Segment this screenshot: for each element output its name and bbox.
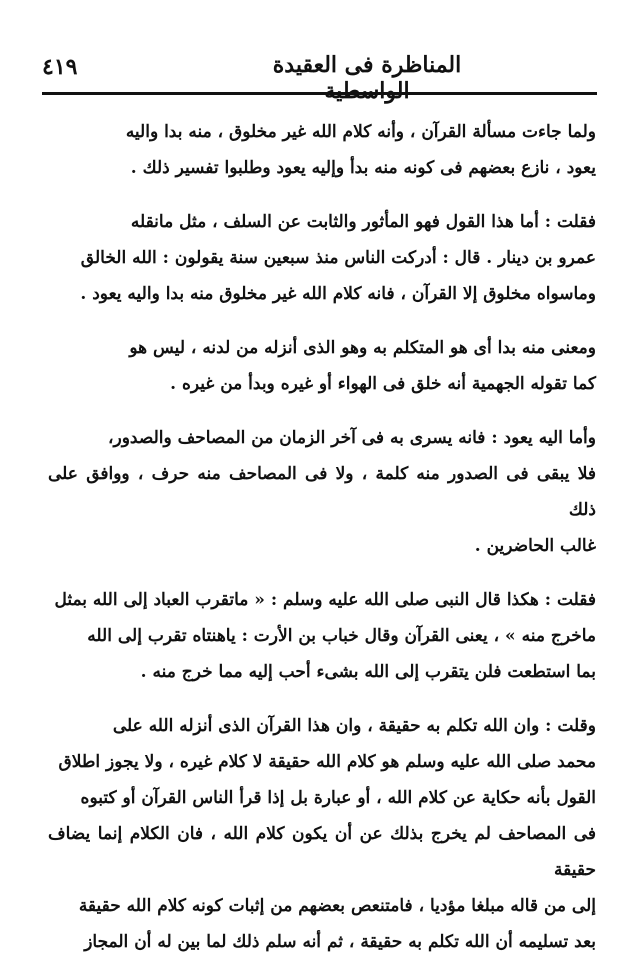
text-line: بما استطعت فلن يتقرب إلى الله بشىء أحب إليه مما خرج منه .: [140, 662, 596, 682]
text-line: إلى من قاله مبلغا مؤديا ، فامتنعص بعضهم من إثبات كونه كلام الله حقيقة: [78, 896, 596, 916]
text-line: كما تقوله الجهمية أنه خلق فى الهواء أو غيره وبدأ من غيره .: [170, 374, 596, 394]
text-line: القول بأنه حكاية عن كلام الله ، أو عبارة بل إذا قرأ الناس القرآن أو كتبوه: [80, 788, 596, 808]
body-text: [48, 114, 596, 978]
text-line: ماخرج منه » ، يعنى القرآن وقال خباب بن الأرت : ياهنتاه تقرب إلى الله: [87, 626, 596, 646]
paragraph: [48, 330, 596, 402]
paragraph: [48, 204, 596, 312]
header-rule: [42, 92, 597, 95]
text-line: فلا يبقى فى الصدور منه كلمة ، ولا فى المصاحف منه حرف ، ووافق على ذلك: [48, 464, 596, 520]
paragraph: [48, 420, 596, 564]
text-line: يعود ، نازع بعضهم فى كونه منه بدأ وإليه يعود وطلبوا تفسير ذلك .: [130, 158, 596, 178]
page-header: [42, 50, 597, 104]
text-line: بعد تسليمه أن الله تكلم به حقيقة ، ثم أنه سلم ذلك لما بين له أن المجاز: [84, 932, 596, 952]
paragraph: [48, 708, 596, 960]
text-line: وماسواه مخلوق إلا القرآن ، فانه كلام الله غير مخلوق منه بدا واليه يعود .: [80, 284, 596, 304]
page-number: ٤١٩: [42, 54, 78, 80]
text-line: ومعنى منه بدا أى هو المتكلم به وهو الذى أنزله من لدنه ، ليس هو: [129, 338, 596, 358]
text-line: فقلت : هكذا قال النبى صلى الله عليه وسلم : « ماتقرب العباد إلى الله بمثل: [54, 590, 596, 610]
text-line: محمد صلى الله عليه وسلم هو كلام الله حقيقة لا كلام غيره ، ولا يجوز اطلاق: [58, 752, 596, 772]
running-title: المناظرة فى العقيدة الواسطية: [272, 52, 462, 104]
paragraph: [48, 582, 596, 690]
text-line: فى المصاحف لم يخرج بذلك عن أن يكون كلام الله ، فان الكلام إنما يضاف حقيقة: [48, 824, 596, 880]
text-line: فقلت : أما هذا القول فهو المأثور والثابت عن السلف ، مثل مانقله: [130, 212, 596, 232]
text-line: ولما جاءت مسألة القرآن ، وأنه كلام الله غير مخلوق ، منه بدا واليه: [125, 122, 596, 142]
text-line: غالب الحاضرين .: [474, 536, 596, 556]
text-line: وأما اليه يعود : فانه يسرى به فى آخر الزمان من المصاحف والصدور،: [108, 428, 596, 448]
text-line: وقلت : وان الله تكلم به حقيقة ، وان هذا القرآن الذى أنزله الله على: [112, 716, 596, 736]
text-line: عمرو بن دينار . قال : أدركت الناس منذ سبعين سنة يقولون : الله الخالق: [80, 248, 596, 268]
paragraph: [48, 114, 596, 186]
